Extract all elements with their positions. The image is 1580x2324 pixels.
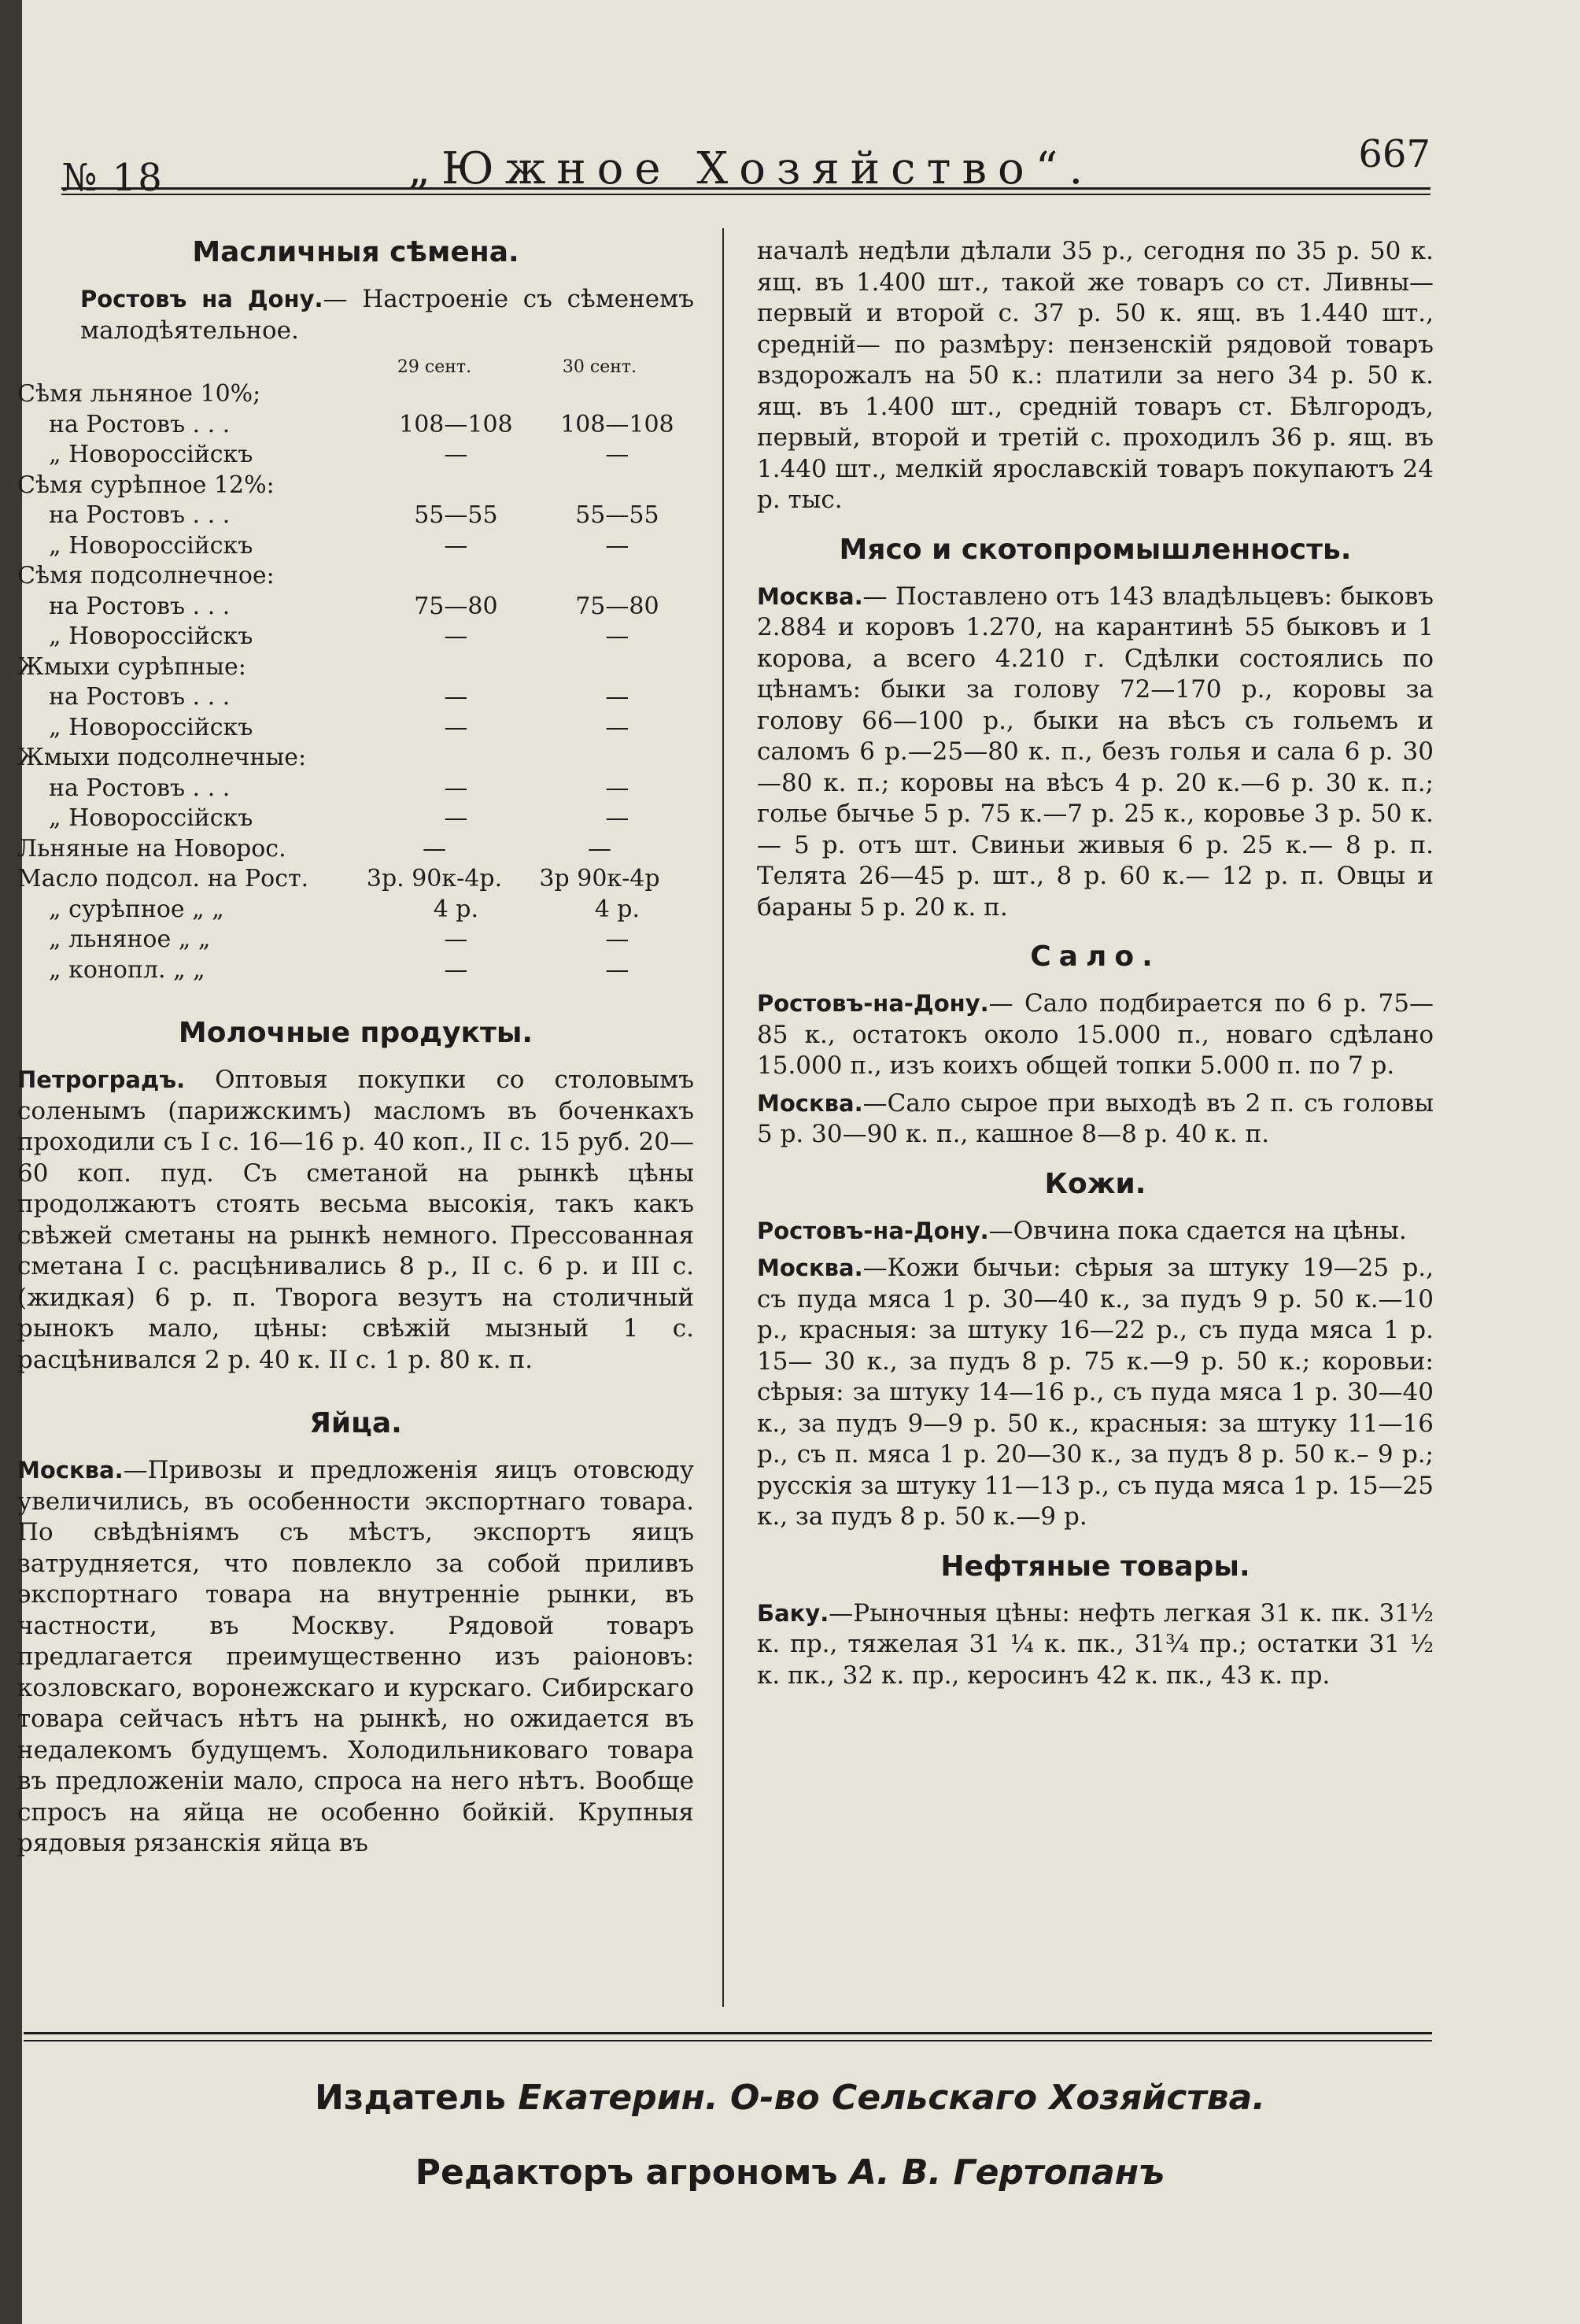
seeds-row-value-30: — <box>605 955 629 984</box>
seeds-intro <box>80 284 694 346</box>
seeds-row-value-29: 108—108 <box>399 410 513 438</box>
hides-heading: Кожи. <box>1044 1167 1146 1200</box>
seeds-row-label: на Ростовъ . . . <box>49 410 231 438</box>
seeds-row-value-29 <box>348 561 521 592</box>
seeds-row-value-30: — <box>605 683 629 711</box>
seeds-row <box>17 561 694 592</box>
seeds-date-header <box>17 353 694 379</box>
seeds-row <box>17 531 694 562</box>
seeds-row-value-30 <box>521 652 678 683</box>
lard-heading: Сало. <box>1030 940 1161 973</box>
seeds-row-value-29: — <box>444 683 468 711</box>
column-divider <box>722 228 724 2007</box>
seeds-row-label: „ Новороссійскъ <box>49 804 253 832</box>
seeds-intro-text: — Настроеніе съ сѣменемъ малодѣятельное. <box>80 285 694 345</box>
seeds-row-label: Сѣмя сурѣпное 12%: <box>17 471 275 499</box>
hides-lead-2: Москва. <box>757 1254 863 1281</box>
seeds-row-label: Жмыхи подсолнечные: <box>17 744 307 771</box>
seeds-row-value-30: — <box>605 926 629 953</box>
dairy-lead: Петроградъ. <box>17 1066 186 1093</box>
seeds-row-value-29: — <box>444 774 468 802</box>
seeds-row-label: на Ростовъ . . . <box>49 683 231 711</box>
right-column <box>757 236 1434 1698</box>
seeds-row <box>17 410 694 441</box>
journal-title: „Южное Хозяйство“. <box>408 143 1095 194</box>
seeds-row-label: Сѣмя подсолнечное: <box>17 562 275 589</box>
seeds-row-value-29 <box>348 652 521 683</box>
seeds-row-value-29: — <box>444 926 468 953</box>
seeds-row-value-29: 4 р. <box>433 895 479 923</box>
seeds-row-label: на Ростовъ . . . <box>49 592 231 620</box>
seeds-row-label: „ Новороссійскъ <box>49 441 253 468</box>
seeds-row-value-30: 3р 90к-4р <box>539 865 660 892</box>
seeds-row-value-30: — <box>605 623 629 650</box>
seeds-row-value-29 <box>348 379 521 410</box>
seeds-row-label: на Ростовъ . . . <box>49 774 231 802</box>
seeds-price-table <box>17 353 694 985</box>
seeds-row <box>17 501 694 531</box>
seeds-row-value-30 <box>521 379 678 410</box>
seeds-row-value-29: 55—55 <box>414 501 498 529</box>
lard-paragraph-1 <box>757 988 1434 1082</box>
meat-text: — Поставлено отъ 143 владѣльцевъ: быковъ 2.884 и коровъ 1.270, на карантинѣ 55 быковъ и 1 корова, а всего 4.210 г. Сдѣлки состоялись по цѣнамъ: быки за голову 72—170 р., коровы за голову 66—100 р., быки на вѣсъ съ гольемъ и саломъ 6 р.—25—80 к. п., безъ голья и сала 6 р. 30—80 к. п.; коровы на вѣсъ 4 р. 20 к.—6 р. 30 к. п.; голье бычье 5 р. 75 к.—7 р. 25 к., коровье 3 р. 50 к.— 5 р. отъ шт. Свиньи живыя 6 р. 25 к.— 8 р. п. Телята 26—45 р. шт., 8 р. 60 к.— 12 р. п. Овцы и бараны 5 р. 20 к. п. <box>757 582 1434 922</box>
seeds-row-value-30: — <box>588 834 611 863</box>
dairy-heading: Молочные продукты. <box>178 1017 533 1049</box>
seeds-row-value-30: — <box>605 441 629 468</box>
seeds-row-label: Масло подсол. на Рост. <box>17 865 309 892</box>
hides-text-1: —Овчина пока сдается на цѣны. <box>988 1216 1407 1245</box>
seeds-intro-lead: Ростовъ на Дону. <box>80 286 323 312</box>
eggs-lead: Москва. <box>17 1457 124 1483</box>
oil-text: —Рыночныя цѣны: нефть легкая 31 к. пк. 31½ к. пр., тяжелая 31 ¼ к. пк., 31¾ пр.; остатки 31 ½ к. пк., 32 к. пр., керосинъ 42 к. пк., 43 к. пр. <box>757 1598 1434 1690</box>
editor-label: Редакторъ агрономъ <box>415 2152 838 2193</box>
publisher-label: Издатель <box>314 2078 506 2118</box>
seeds-row-value-29: — <box>444 804 468 832</box>
lard-text-1: — Сало подбирается по 6 р. 75—85 к., остатокъ около 15.000 п., новаго сдѣлано 15.000 п., изъ коихъ общей топки 5.000 п. по 7 р. <box>757 989 1434 1080</box>
left-column <box>17 236 694 1866</box>
seeds-row-value-29: — <box>444 955 468 984</box>
hides-lead-1: Ростовъ-на-Дону. <box>757 1217 989 1244</box>
seeds-row-label: Сѣмя льняное 10%; <box>17 380 261 408</box>
seeds-row-value-29: — <box>444 623 468 650</box>
seeds-row <box>17 592 694 623</box>
dairy-paragraph <box>17 1065 694 1376</box>
seeds-row-value-29: — <box>444 531 468 560</box>
seeds-row-value-29 <box>348 743 521 774</box>
seeds-row-label: Льняные на Новорос. <box>17 834 286 863</box>
seeds-row <box>17 774 694 804</box>
seeds-rows <box>17 379 694 985</box>
editor-line <box>0 2152 1580 2193</box>
eggs-paragraph <box>17 1455 694 1860</box>
footer-rule <box>24 2032 1432 2034</box>
seeds-row-label: „ Новороссійскъ <box>49 713 253 741</box>
meat-heading: Мясо и скотопромышленность. <box>839 533 1352 566</box>
date-column-1: 29 сент. <box>397 357 472 377</box>
seeds-row <box>17 925 694 955</box>
seeds-row-value-30: 4 р. <box>594 895 640 923</box>
eggs-continued: началѣ недѣли дѣлали 35 р., сегодня по 35 р. 50 к. ящ. въ 1.400 шт., такой же товаръ со ст. Ливны—первый и второй с. 37 р. 50 к. ящ. въ 1.440 шт., среднiй— по размѣру: пензенскій рядовой товаръ вздорожалъ на 50 к.: платили за него 34 р. 50 к. ящ. въ 1.400 шт., средній товаръ ст. Бѣлгородъ, первый, второй и третій с. проходилъ 36 р. ящ. въ 1.440 шт., мелкій ярославскій товаръ покупаютъ 24 р. тыс. <box>757 237 1434 514</box>
page-header <box>61 126 1430 200</box>
seeds-row <box>17 804 694 834</box>
meat-lead: Москва. <box>757 582 863 610</box>
seeds-row-value-30 <box>521 561 678 592</box>
editor-name: А. В. Гертопанъ <box>849 2152 1165 2193</box>
seeds-row <box>17 895 694 926</box>
oil-paragraph <box>757 1598 1434 1692</box>
seeds-row <box>17 834 694 865</box>
header-rule <box>61 187 1430 190</box>
eggs-heading: Яйца. <box>309 1407 402 1439</box>
oil-heading: Нефтяные товары. <box>940 1550 1250 1583</box>
lard-lead-1: Ростовъ-на-Дону. <box>757 990 989 1017</box>
seeds-row-value-30: — <box>605 804 629 832</box>
seeds-row-value-30 <box>521 743 678 774</box>
seeds-row <box>17 622 694 652</box>
hides-paragraph-1 <box>757 1216 1434 1247</box>
lard-paragraph-2 <box>757 1088 1434 1151</box>
eggs-text: —Привозы и предложенія яицъ отовсюду увеличились, въ особенности экспортнаго товара. По свѣдѣніямъ съ мѣстъ, экспортъ яицъ затрудняется, что повлекло за собой приливъ экспортнаго товара на внутренніе рынки, въ частности, въ Москву. Рядовой товаръ предлагается преимущественно изъ раіоновъ: козловскаго, воронежскаго и курскаго. Сибирскаго товара сейчасъ нѣтъ на рынкѣ, но ожидается въ недалекомъ будущемъ. Холодильниковаго товара въ предложеніи мало, спроса на него нѣтъ. Вообще спросъ на яйца не особенно бойкій. Крупныя рядовыя рязанскія яйца въ <box>17 1456 694 1857</box>
seeds-row <box>17 713 694 744</box>
seeds-row-value-30 <box>521 471 678 501</box>
publisher-line <box>0 2078 1580 2118</box>
oil-lead: Баку. <box>757 1599 829 1627</box>
seeds-heading: Масличныя сѣмена. <box>192 236 519 268</box>
seeds-row-label: на Ростовъ . . . <box>49 501 231 529</box>
seeds-row-label: Жмыхи сурѣпные: <box>17 652 246 681</box>
publisher-name: Екатерин. О-во Сельскаго Хозяйства. <box>518 2078 1266 2118</box>
seeds-row <box>17 379 694 410</box>
meat-paragraph <box>757 582 1434 924</box>
seeds-row <box>17 652 694 683</box>
seeds-row-value-30: — <box>605 531 629 560</box>
seeds-row-value-29: — <box>423 834 446 863</box>
seeds-row <box>17 682 694 713</box>
seeds-row-value-30: 108—108 <box>560 410 674 438</box>
seeds-row <box>17 864 694 895</box>
seeds-row-value-30: — <box>605 713 629 741</box>
lard-lead-2: Москва. <box>757 1089 863 1117</box>
seeds-row <box>17 440 694 471</box>
lard-text-2: —Сало сырое при выходѣ въ 2 п. съ головы 5 р. 30—90 к. п., кашное 8—8 р. 40 к. п. <box>757 1088 1434 1148</box>
seeds-row-label: „ Новороссійскъ <box>49 531 253 560</box>
issue-number: № 18 <box>61 156 164 200</box>
seeds-row-value-29: — <box>444 441 468 468</box>
hides-text-2: —Кожи бычьи: сѣрыя за штуку 19—25 р., съ пуда мяса 1 р. 30—40 к., за пудъ 9 р. 50 к.—10 р., красныя: за штуку 16—22 р., съ пуда мяса 1 р. 15— 30 к., за пудъ 8 р. 75 к.—9 р. 50 к.; коровьи: сѣрыя: за штуку 14—16 р., съ пуда мяса 1 р. 30—40 к., за пудъ 9—9 р. 50 к., красныя: за штуку 11—16 р., съ п. мяса 1 р. 20—30 к., за пудъ 8 р. 50 к.– 9 р.; русскія за штуку 11—13 р., съ пуда мяса 1 р. 15—25 к., за пудъ 8 р. 50 к.—9 р. <box>757 1254 1434 1531</box>
seeds-row-label: „ Новороссійскъ <box>49 623 253 650</box>
hides-paragraph-2 <box>757 1253 1434 1533</box>
seeds-row <box>17 743 694 774</box>
page-number: 667 <box>1358 132 1430 176</box>
seeds-row <box>17 955 694 986</box>
dairy-text: Оптовыя покупки со столовымъ соленымъ (парижскимъ) масломъ въ боченкахъ проходили съ I с. 16—16 р. 40 коп., II с. 15 руб. 20—60 коп. пуд. Съ сметаной на рынкѣ цѣны продолжаютъ стоять весьма высокія, такъ какъ свѣжей сметаны на рынкѣ немного. Прессованная сметана I с. расцѣнивались 8 р., II с. 6 р. и III с. (жидкая) 6 р. п. Творога везутъ на столичный рынокъ мало, цѣны: свѣжій мызный 1 с. расцѣнивался 2 р. 40 к. II с. 1 р. 80 к. п. <box>17 1066 694 1374</box>
seeds-row-label: „ сурѣпное „ „ <box>49 895 224 923</box>
date-column-2: 30 сент. <box>562 357 637 377</box>
seeds-row-label: „ льняное „ „ <box>49 926 211 953</box>
seeds-row-value-30: — <box>605 774 629 802</box>
seeds-row-label: „ конопл. „ „ <box>49 955 205 984</box>
seeds-row-value-30: 75—80 <box>575 592 659 620</box>
seeds-row-value-30: 55—55 <box>575 501 659 529</box>
seeds-row-value-29 <box>348 471 521 501</box>
seeds-row <box>17 471 694 501</box>
header-rule-thin <box>61 194 1430 195</box>
seeds-row-value-29: 75—80 <box>414 592 498 620</box>
seeds-row-value-29: 3р. 90к-4р. <box>366 865 503 892</box>
footer-rule-thin <box>24 2040 1432 2041</box>
seeds-row-value-29: — <box>444 713 468 741</box>
